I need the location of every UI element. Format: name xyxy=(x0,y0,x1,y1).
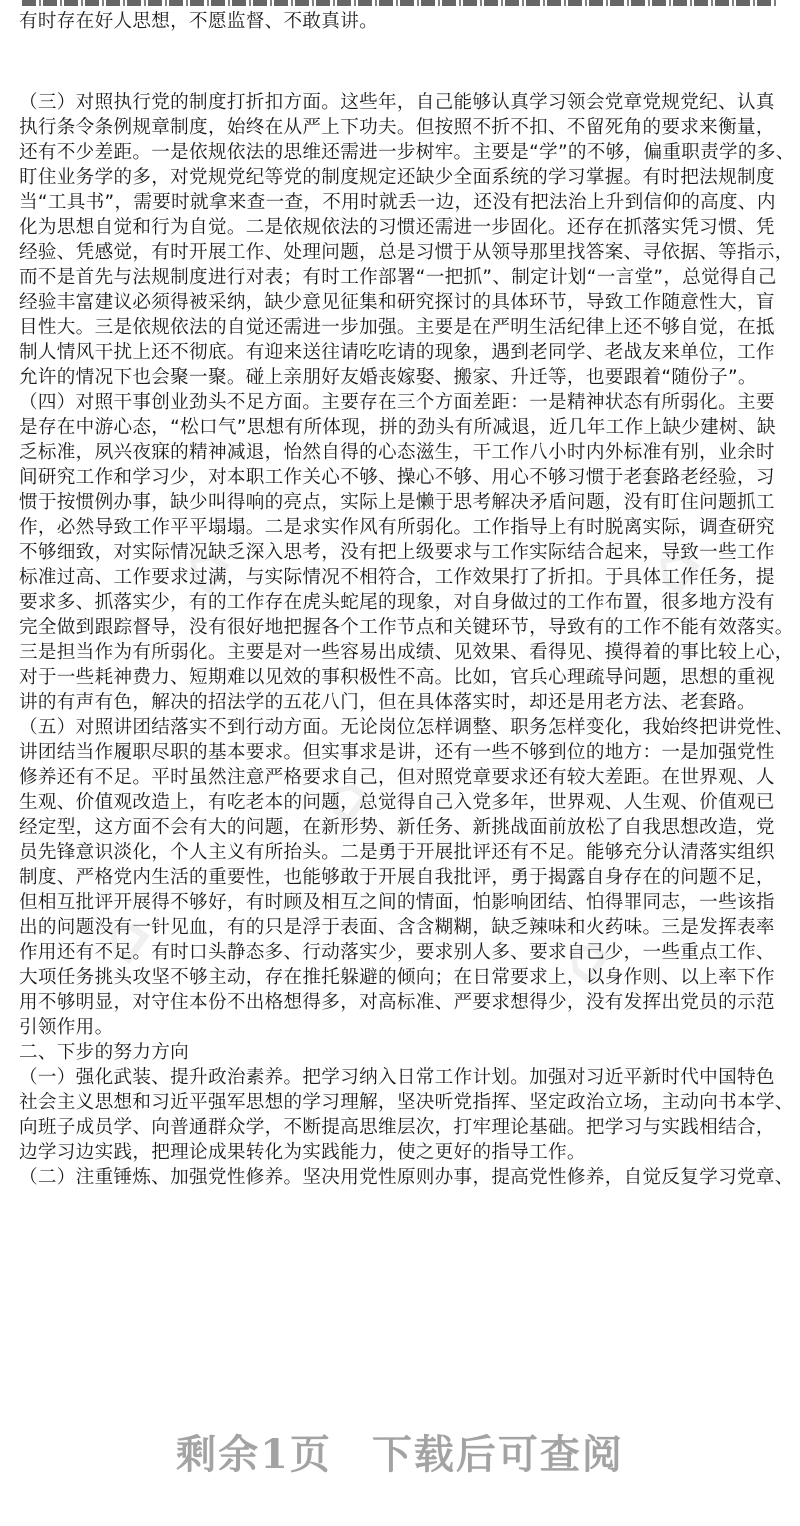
text-line: 要求多、抓落实少，有的工作存在虎头蛇尾的现象，对自身做过的工作布置，很多地方没有 xyxy=(19,592,775,613)
paragraph-section-3 xyxy=(19,90,795,1190)
text-line: 修养还有不足。平时虽然注意严格要求自己，但对照党章要求还有较大差距。在世界观、人 xyxy=(19,767,775,788)
text-line: 用不够明显，对守住本份不出格想得多，对高标准、严要求想得少，没有发挥出党员的示范 xyxy=(19,992,775,1013)
text-line: 标准过高、工作要求过满，与实际情况不相符合，工作效果打了折扣。于具体工作任务，提 xyxy=(19,567,775,588)
text-line: 作用还有不足。有时口头静态多、行动落实少，要求别人多、要求自己少，一些重点工作、 xyxy=(19,942,775,963)
text-line: 还有不少差距。一是依规依法的思维还需进一步树牢。主要是“学”的不够，偏重职责学的多、 xyxy=(19,142,795,163)
text-line: 引领作用。 xyxy=(19,1017,114,1038)
download-to-view-banner[interactable] xyxy=(0,1423,800,1480)
watermark: ⌂ xyxy=(302,754,389,836)
text-line: 社会主义思想和习近平强军思想的学习理解，坚决听党指挥、坚定政治立场，主动向书本学、 xyxy=(19,1092,794,1113)
download-prompt-label[interactable]: 下载后可查阅 xyxy=(371,1431,624,1478)
text-line: 目性大。三是依规依法的自觉还需进一步加强。主要是在严明生活纪律上还不够自觉，在抵 xyxy=(19,317,775,338)
text-line: 制人情风干扰上还不彻底。有迎来送往请吃吃请的现象，遇到老同学、老战友来单位，工作 xyxy=(19,342,775,363)
text-line: 化为思想自觉和行为自觉。二是依规依法的习惯还需进一步固化。还存在抓落实凭习惯、凭 xyxy=(19,217,775,238)
text-line: （五）对照讲团结落实不到行动方面。无论岗位怎样调整、职务怎样变化，我始终把讲党性、 xyxy=(19,717,794,738)
section-heading: 二、下步的努力方向 xyxy=(19,1042,190,1063)
text-line: 边学习边实践，把理论成果转化为实践能力，使之更好的指导工作。 xyxy=(19,1142,586,1163)
text-line: 间研究工作和学习少，对本职工作关心不够、操心不够、用心不够习惯于老套路老经验，习 xyxy=(19,467,775,488)
text-line: 讲的有声有色，解决的招法学的五花八门，但在具体落实时，却还是用老方法、老套路。 xyxy=(19,692,756,713)
text-line: 惯于按惯例办事，缺少叫得响的亮点，实际上是懒于思考解决矛盾问题，没有盯住问题抓工 xyxy=(19,492,775,513)
text-line: （四）对照干事创业劲头不足方面。主要存在三个方面差距：一是精神状态有所弱化。主要 xyxy=(19,392,775,413)
watermark: ⌂ xyxy=(632,524,719,606)
text-line: 盯住业务学的多，对党规党纪等党的制度规定还缺少全面系统的学习掌握。有时把法规制度 xyxy=(19,167,775,188)
watermark: ⌂ xyxy=(162,524,249,606)
text-line: 允许的情况下也会聚一聚。碰上亲朋好友婚丧嫁娶、搬家、升迁等，也要跟着“随份子”。 xyxy=(19,367,757,388)
text-line: 完全做到跟踪督导，没有很好地把握各个工作节点和关键环节，导致有的工作不能有效落实。 xyxy=(19,617,794,638)
text-line: 不够细致，对实际情况缺乏深入思考，没有把上级要求与工作实际结合起来，导致一些工作 xyxy=(19,542,775,563)
paragraph-continuation xyxy=(19,9,787,34)
text-line: 三是担当作为有所弱化。主要是对一些容易出成绩、见效果、看得见、摸得着的事比较上心， xyxy=(19,642,794,663)
text-line: 讲团结当作履职尽职的基本要求。但实事求是讲，还有一些不够到位的地方：一是加强党性 xyxy=(19,742,775,763)
text-line: 执行条令条例规章制度，始终在从严上下功夫。但按照不折不扣、不留死角的要求来衡量， xyxy=(19,117,775,138)
text-line: 制度、严格党内生活的重要性，也能够敢于开展自我批评，勇于揭露自身存在的问题不足， xyxy=(19,867,775,888)
text-line: 对于一些耗神费力、短期难以见效的事积极性不高。比如，官兵心理疏导问题，思想的重视 xyxy=(19,667,775,688)
watermark: ⌂ xyxy=(82,894,169,976)
text-line: 经验丰富建议必须得被采纳，缺少意见征集和研究探讨的具体环节，导致工作随意性大，盲 xyxy=(19,292,775,313)
clipped-text-line xyxy=(22,0,782,8)
text-line: 经验、凭感觉，有时开展工作、处理问题，总是习惯于从领导那里找答案、寻依据、等指示， xyxy=(19,242,794,263)
text-line: 有时存在好人思想，不愿监督、不敢真讲。 xyxy=(19,11,378,32)
watermark: ⌂ xyxy=(542,914,629,996)
text-line: （三）对照执行党的制度打折扣方面。这些年，自己能够认真学习领会党章党规党纪、认真 xyxy=(19,92,775,113)
text-line: 而不是首先与法规制度进行对表；有时工作部署“一把抓”、制定计划“一言堂”，总觉得自己 xyxy=(19,267,777,288)
text-line: 大项任务挑头攻坚不够主动，存在推托躲避的倾向；在日常要求上，以身作则、以上率下作 xyxy=(19,967,775,988)
text-line: 乏标准，夙兴夜寐的精神减退，怡然自得的心态滋生，干工作八小时内外标准有别，业余时 xyxy=(19,442,775,463)
text-line: 员先锋意识淡化，个人主义有所抬头。二是勇于开展批评还有不足。能够充分认清落实组织 xyxy=(19,842,775,863)
text-line: （二）注重锤炼、加强党性修养。坚决用党性原则办事，提高党性修养，自觉反复学习党章、 xyxy=(19,1167,794,1188)
remaining-pages-label: 剩余1页 xyxy=(176,1431,332,1478)
text-line: （一）强化武装、提升政治素养。把学习纳入日常工作计划。加强对习近平新时代中国特色 xyxy=(19,1067,775,1088)
clipped-text-glyphs xyxy=(22,0,776,6)
text-line: 出的问题没有一针见血，有的只是浮于表面、含含糊糊，缺乏辣味和火药味。三是发挥表率 xyxy=(19,917,775,938)
text-line: 是存在中游心态，“松口气”思想有所体现，拼的劲头有所减退，近几年工作上缺少建树、缺 xyxy=(19,417,776,438)
text-line: 经定型，这方面不会有大的问题，在新形势、新任务、新挑战面前放松了自我思想改造，党 xyxy=(19,817,775,838)
text-line: 作，必然导致工作平平塌塌。二是求实作风有所弱化。工作指导上有时脱离实际，调查研究 xyxy=(19,517,775,538)
text-line: 但相互批评开展得不够好，有时顾及相互之间的情面，怕影响团结、怕得罪同志，一些该指 xyxy=(19,892,775,913)
text-line: 当“工具书”，需要时就拿来查一查，不用时就丢一边，还没有把法治上升到信仰的高度、内 xyxy=(19,192,776,213)
text-line: 向班子成员学、向普通群众学，不断提高思维层次，打牢理论基础。把学习与实践相结合， xyxy=(19,1117,775,1138)
text-line: 生观、价值观改造上，有吃老本的问题，总觉得自己入党多年，世界观、人生观、价值观已 xyxy=(19,792,775,813)
